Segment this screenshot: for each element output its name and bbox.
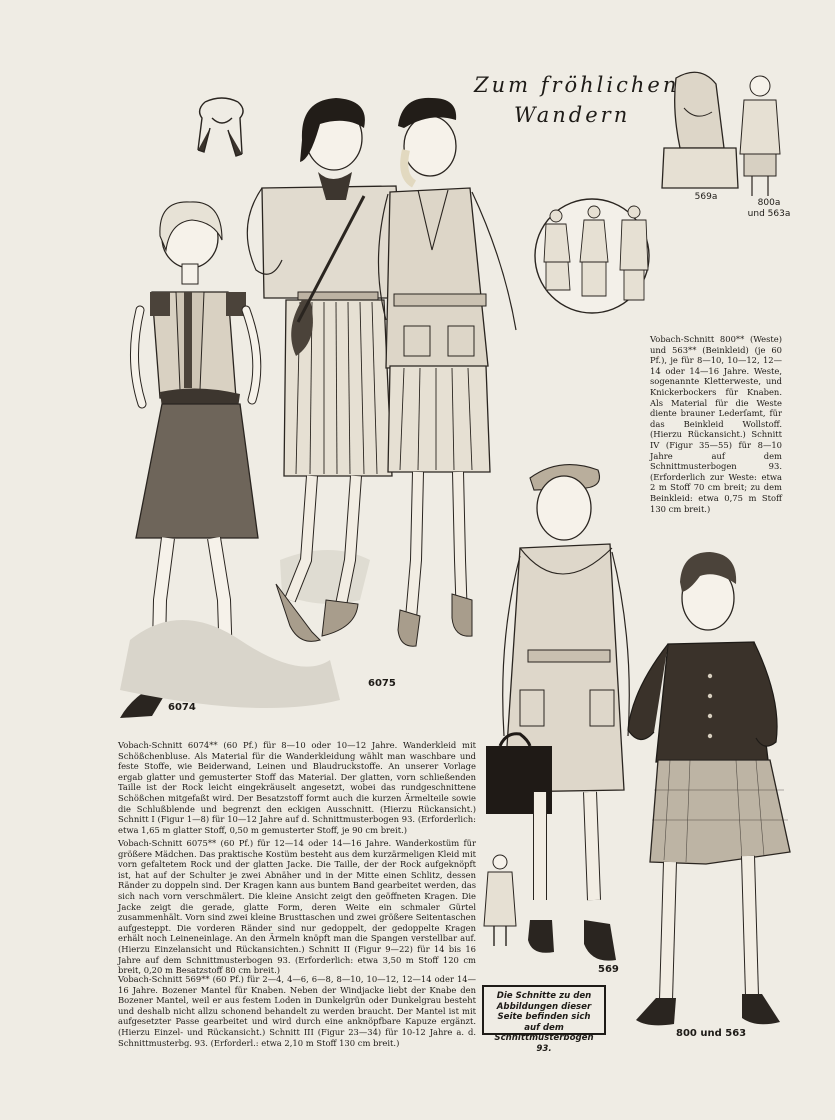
description-6074: Vobach-Schnitt 6074** (60 Pf.) für 8—10 oder 10—12 Jahre. Wanderkleid mit Schößchenbluse. Als Material für die Wanderkleidung wählt man waschbare und feste Stoffe, wie Beiderwand, Leinen und Blaudruckstoffe. An unserer Vorlage ergab glatter und gemusterter Stoff das Material. Der glatten, vorn schließenden Taille ist der Rock leicht eingekräuselt angesetzt, wobei das rundgeschnittene Schößchen mitgefaßt wird. Der Besatzstoff formt auch die kurzen Ärmelteile sowie die Schlußblende und begrenzt den eckigen Ausschnitt. (Hierzu Rückansicht.) Schnitt I (Figur 1—8) für 10—12 Jahre auf d. Schnittmusterbogen 93. (Erforderlich: etwa 1,65 m glatter Stoff, 0,50 m gemusterter Stoff, je 90 cm breit.) (118, 740, 476, 835)
figure-label-800-563: 800 und 563 (676, 1028, 747, 1039)
description-6075: Vobach-Schnitt 6075** (60 Pf.) für 12—14 oder 14—16 Jahre. Wanderkostüm für größere Mädchen. Das praktische Kostüm besteht aus dem kurzärmeligen Kleid mit vorn gefaltetem Rock und der glatten Jacke. Die Taille, der der Rock aufgeknöpft ist, hat auf der Schulter je zwei Abnäher und in der Mitte einen Schlitz, dessen Ränder zu doppeln sind. Der Kragen kann aus buntem Band gearbeitet werden, das sich nach vorn verschmälert. Die kleine Ansicht zeigt den geöffneten Kragen. Die Jacke zeigt die gerade, glatte Form, deren Weite ein schmaler Gürtel zusammenhält. Vorn sind zwei kleine Brusttaschen und zwei größere Seitentaschen aufgesteppt. Die vorderen Ränder sind nur gedoppelt, der gedoppelte Kragen erhält noch Leineneinlage. An den Ärmeln knöpft man die Spangen verstellbar auf. (Hierzu Einzelansicht und Rückansichten.) Schnitt II (Figur 9—22) für 14 bis 16 Jahre auf dem Schnittmusterbogen 93. (Erforderlich: etwa 3,50 m Stoff 120 cm breit, 0,20 m Besatzstoff 80 cm breit.) (118, 838, 476, 976)
title-line-2: Wandern (514, 103, 631, 127)
figure-label-569: 569 (598, 964, 619, 975)
pattern-sheet-note: Die Schnitte zu den Abbildungen dieser Seite befinden sich auf dem Schnittmusterbogen 93. (482, 985, 606, 1035)
description-800-563: Vobach-Schnitt 800** (Weste) und 563** (Beinkleid) (je 60 Pf.), je für 8—10, 10—12, 12—14 oder 14—16 Jahre. Weste, sogenannte Kletterweste, und Knickerbockers für Knaben. Als Material für die Weste diente brauner Lederſamt, für das Beinkleid Wollstoff. (Hierzu Rückansicht.) Schnitt IV (Figur 35—55) für 8—10 Jahre auf dem Schnittmusterbogen 93. (Erforderlich zur Weste: etwa 2 m Stoff 70 cm breit; zu dem Beinkleid: etwa 0,75 m Stoff 130 cm breit.) (650, 334, 782, 514)
page-title (470, 70, 680, 130)
title-line-1: Zum fröhlichen (474, 73, 680, 97)
figure-label-6075: 6075 (368, 678, 396, 689)
figure-label-800a-line2: und 563a (747, 209, 791, 219)
figure-label-6074: 6074 (168, 702, 196, 713)
figure-label-800a (744, 198, 794, 220)
back-views-circle-illustration (535, 199, 649, 313)
figure-label-800a-line1: 800a (757, 198, 781, 208)
description-569: Vobach-Schnitt 569** (60 Pf.) für 2—4, 4—6, 6—8, 8—10, 10—12, 12—14 oder 14—16 Jahre. Bozener Mantel für Knaben. Neben der Windjacke liebt der Knabe den Bozener Mantel, weil er aus festem Loden in Dunkelgrün oder Dunkelgrau besteht und deshalb nicht allzu schonend behandelt zu werden braucht. Der Mantel ist mit aufgesetzter Passe gearbeitet und wird durch eine anknöpfbare Kapuze ergänzt. (Hierzu Einzel- und Rückansicht.) Schnitt III (Figur 23—34) für 10-12 Jahre a. d. Schnittmusterbg. 93. (Erforderl.: etwa 2,10 m Stoff 130 cm breit.) (118, 974, 476, 1048)
figure-label-569a: 569a (694, 192, 718, 202)
